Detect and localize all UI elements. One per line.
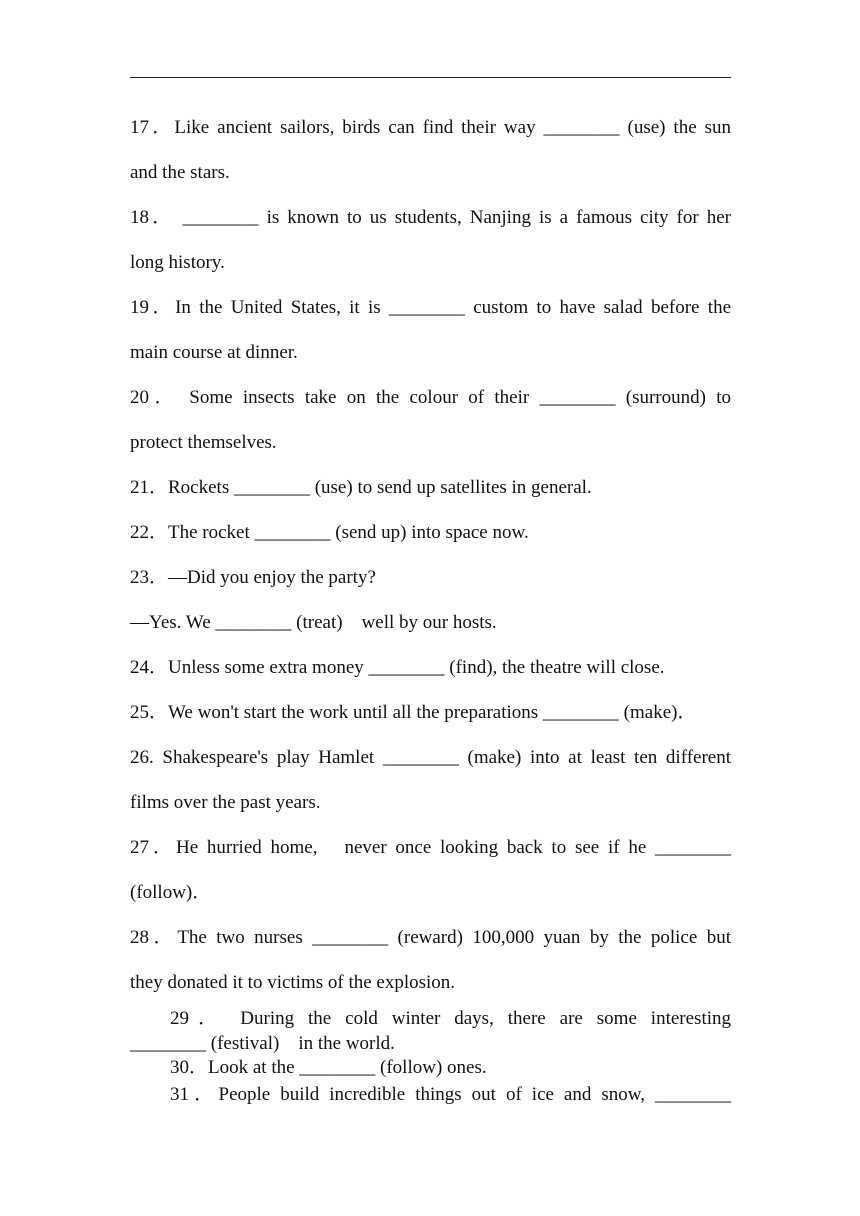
question-22: 22．The rocket ________ (send up) into space now. [130,522,529,543]
question-26-line-1: 26. Shakespeare's play Hamlet ________ (make) into at least ten different [130,747,731,768]
header-rule [130,77,731,78]
question-29-line-1: 29． During the cold winter days, there are some interesting [170,1008,731,1029]
question-31: 31．People build incredible things out of ice and snow, ________ [170,1084,731,1105]
question-19-line-2: main course at dinner. [130,342,298,363]
question-20-line-2: protect themselves. [130,432,277,453]
question-28-line-1: 28．The two nurses ________ (reward) 100,000 yuan by the police but [130,927,731,948]
question-20-line-1: 20． Some insects take on the colour of their ________ (surround) to [130,387,731,408]
question-28-line-2: they donated it to victims of the explosion. [130,972,456,993]
question-25: 25．We won't start the work until all the preparations ________ (make)． [130,702,697,723]
question-18-line-2: long history. [130,252,225,273]
question-17-line-1: 17．Like ancient sailors, birds can find their way ________ (use) the sun [130,117,731,138]
question-24: 24．Unless some extra money ________ (find), the theatre will close. [130,657,665,678]
question-19-line-1: 19．In the United States, it is ________ custom to have salad before the [130,297,731,318]
question-18-line-1: 18． ________ is known to us students, Nanjing is a famous city for her [130,207,731,228]
question-27-line-1: 27．He hurried home, never once looking back to see if he ________ [130,837,731,858]
question-27-line-2: (follow)． [130,882,212,903]
question-23-line-1: 23．—Did you enjoy the party? [130,567,376,588]
question-30: 30．Look at the ________ (follow) ones. [170,1057,487,1078]
question-26-line-2: films over the past years. [130,792,321,813]
question-17-line-2: and the stars. [130,162,230,183]
question-21: 21．Rockets ________ (use) to send up satellites in general. [130,477,592,498]
question-29-line-2: ________ (festival) in the world. [130,1033,395,1054]
question-23-line-2: —Yes. We ________ (treat) well by our hosts. [130,612,497,633]
